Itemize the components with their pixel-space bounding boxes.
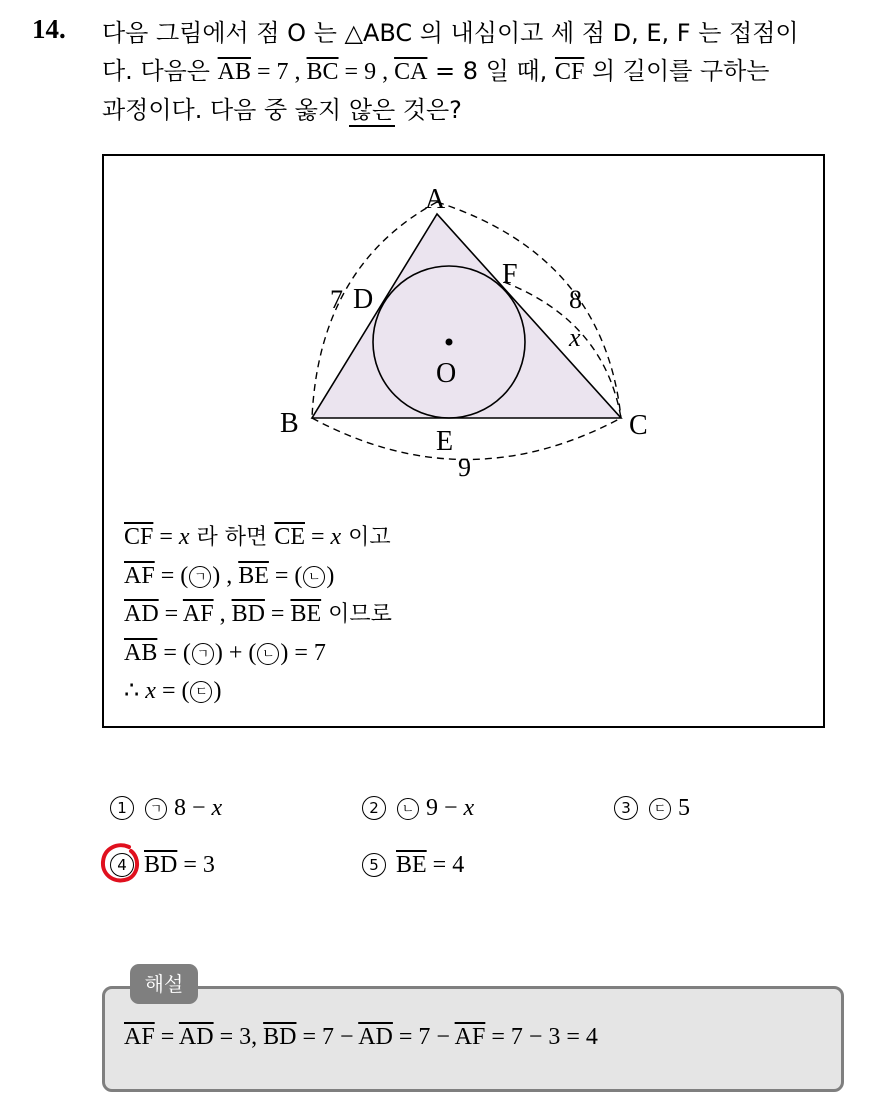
text: , <box>213 601 232 627</box>
text: = 9 , <box>338 59 395 85</box>
blank-marker: ㄷ <box>190 681 212 703</box>
variable: x <box>463 795 475 821</box>
explanation-text <box>124 1024 598 1051</box>
text: = 7 − <box>392 1024 455 1050</box>
text: 의 길이를 구하는 <box>584 57 770 85</box>
option-number: 1 <box>110 796 134 820</box>
segment: $\overline{CE}$ <box>274 524 305 550</box>
text: = 3, <box>213 1024 264 1050</box>
option-text: 8 − <box>174 795 212 821</box>
triangle-diagram <box>104 156 823 516</box>
text: = 7 − 3 = 4 <box>485 1024 598 1050</box>
text: = ( <box>157 640 191 666</box>
segment: $\overline{BE}$ <box>290 601 322 627</box>
length-bc: 9 <box>458 453 471 482</box>
step-5 <box>124 672 392 710</box>
text: = <box>153 524 179 550</box>
label-a: A <box>425 184 446 215</box>
step-3 <box>124 595 392 634</box>
therefore: ∴ <box>124 678 146 704</box>
step-4 <box>124 634 392 672</box>
option-mark: ㄷ <box>649 798 671 820</box>
text: 것은? <box>395 96 462 124</box>
segment: $\overline{BD}$ <box>144 852 178 878</box>
option-1[interactable] <box>110 793 222 823</box>
option-3[interactable] <box>614 793 690 823</box>
question-line-2 <box>102 52 872 91</box>
step-2 <box>124 557 392 595</box>
label-f: F <box>502 259 518 290</box>
segment: $\overline{BE}$ <box>396 852 427 878</box>
variable: x <box>145 678 156 704</box>
question-line-3 <box>102 91 872 129</box>
length-ac: 8 <box>569 285 582 314</box>
question-text <box>102 14 872 129</box>
text: = <box>158 601 183 627</box>
variable: x <box>178 524 190 550</box>
text: = 8 일 때, <box>427 57 555 85</box>
text: ) <box>213 678 222 704</box>
segment: $\overline{AF}$ <box>124 1024 155 1050</box>
option-text: = 3 <box>177 852 215 878</box>
blank-marker: ㄱ <box>189 566 211 588</box>
question-line-1: 다음 그림에서 점 O 는 △ABC 의 내심이고 세 점 D, E, F 는 접점이 <box>102 19 799 47</box>
length-ab: 7 <box>330 285 343 314</box>
segment: $\overline{CF}$ <box>124 524 154 550</box>
segment: $\overline{AD}$ <box>358 1024 393 1050</box>
blank-marker: ㄴ <box>303 566 325 588</box>
option-5[interactable] <box>362 850 464 880</box>
text: ) <box>326 563 335 589</box>
segment-cf: $\overline{CF}$ <box>554 59 585 85</box>
text: 이고 <box>341 525 391 550</box>
label-o: O <box>436 358 457 389</box>
incenter-dot <box>446 339 453 346</box>
figure-box <box>102 154 825 728</box>
segment: $\overline{BE}$ <box>238 563 269 589</box>
blank-marker: ㄱ <box>192 643 214 665</box>
text: ) = 7 <box>280 640 326 666</box>
segment: $\overline{AF}$ <box>182 601 214 627</box>
segment: $\overline{AD}$ <box>124 601 159 627</box>
segment: $\overline{BD}$ <box>231 601 265 627</box>
text: = 7 − <box>296 1024 359 1050</box>
segment: $\overline{AD}$ <box>178 1024 214 1050</box>
segment-bc: $\overline{BC}$ <box>306 59 339 85</box>
text: = ( <box>268 563 303 589</box>
option-mark: ㄱ <box>145 798 167 820</box>
label-c: C <box>629 410 648 441</box>
segment: $\overline{AF}$ <box>124 563 155 589</box>
triangle-abc <box>312 214 621 418</box>
text: ) + ( <box>214 640 257 666</box>
solution-steps <box>124 518 392 710</box>
text: = ( <box>155 678 190 704</box>
label-b: B <box>280 408 299 439</box>
label-d: D <box>353 284 374 315</box>
text: = <box>304 524 331 550</box>
segment: $\overline{AB}$ <box>124 640 158 666</box>
option-number: 2 <box>362 796 386 820</box>
option-text: 9 − <box>426 795 464 821</box>
segment: $\overline{BD}$ <box>263 1024 297 1050</box>
text: = ( <box>154 563 189 589</box>
option-number: 5 <box>362 853 386 877</box>
option-mark: ㄴ <box>397 798 419 820</box>
segment-ca: $\overline{CA}$ <box>394 59 428 85</box>
underlined-not: 않은 <box>349 96 395 127</box>
segment-ab: $\overline{AB}$ <box>217 59 251 85</box>
option-text: = 4 <box>426 852 465 878</box>
text: = <box>264 601 291 627</box>
label-e: E <box>436 426 454 457</box>
text: = <box>154 1024 179 1050</box>
text: 이므로 <box>321 602 392 627</box>
text: 라 하면 <box>189 525 275 550</box>
option-number: 4 <box>110 853 134 877</box>
option-2[interactable] <box>362 793 474 823</box>
text: 다. 다음은 <box>102 57 218 85</box>
answer-check-mark <box>98 840 144 886</box>
blank-marker: ㄴ <box>257 643 279 665</box>
explanation-badge: 해설 <box>130 964 198 1004</box>
option-number: 3 <box>614 796 638 820</box>
text: ) , <box>212 563 239 589</box>
variable: x <box>330 524 342 550</box>
text: 과정이다. 다음 중 옳지 <box>102 96 349 124</box>
option-text: 5 <box>678 795 690 821</box>
segment: $\overline{AF}$ <box>454 1024 486 1050</box>
text: = 7 , <box>250 59 307 85</box>
step-1 <box>124 518 392 557</box>
question-number: 14. <box>32 14 66 44</box>
variable: x <box>211 795 223 821</box>
variable-x: x <box>569 323 581 352</box>
